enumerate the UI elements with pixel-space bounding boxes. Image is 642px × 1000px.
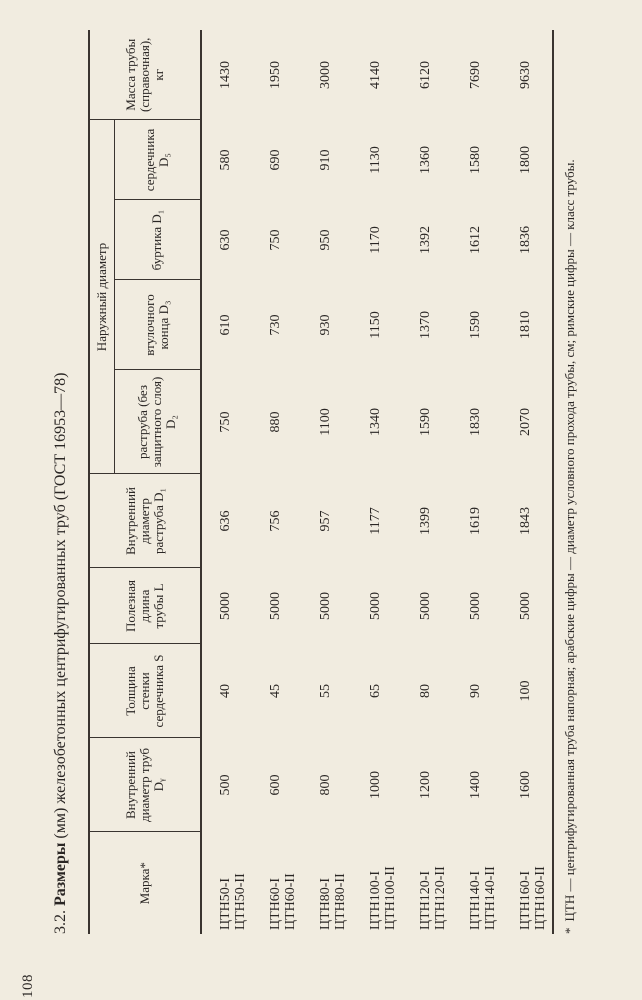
cell-mass: 1430 bbox=[217, 61, 233, 89]
cell-s: 90 bbox=[467, 684, 483, 698]
cell-d2: 880 bbox=[267, 411, 283, 433]
table-row bbox=[352, 30, 402, 934]
cell-d2: 2070 bbox=[502, 370, 553, 474]
header-s: Толщина стенки сердечника S bbox=[89, 644, 201, 738]
cell-dy: 600 bbox=[267, 774, 283, 796]
cell-mass: 1950 bbox=[267, 61, 283, 89]
cell-d2: 1100 bbox=[317, 408, 333, 436]
header-dd1: буртика D₁ bbox=[115, 200, 201, 280]
cell-dd1: 950 bbox=[317, 229, 333, 251]
cell-mark bbox=[201, 832, 252, 934]
cell-d5: 1130 bbox=[367, 146, 383, 174]
cell-d5: 580 bbox=[217, 149, 233, 171]
table-row bbox=[252, 30, 302, 934]
cell-s: 80 bbox=[417, 684, 433, 698]
cell-dy: 500 bbox=[217, 774, 233, 796]
cell-d5: 1800 bbox=[502, 120, 553, 200]
cell-dd1: 1170 bbox=[367, 226, 383, 254]
cell-l: 5000 bbox=[367, 592, 383, 620]
cell-d1: 1619 bbox=[467, 507, 483, 535]
table-row bbox=[402, 30, 452, 934]
cell-d3: 610 bbox=[217, 314, 233, 336]
header-d1-inner: Внутренний диаметр раструба D₁ bbox=[89, 474, 201, 568]
cell-dd1: 630 bbox=[217, 229, 233, 251]
footnote-star: * bbox=[562, 927, 577, 934]
cell-mass: 3000 bbox=[317, 61, 333, 89]
table-row bbox=[302, 30, 352, 934]
cell-l: 5000 bbox=[502, 568, 553, 644]
pipe-dimensions-table bbox=[88, 30, 554, 934]
cell-mark bbox=[352, 832, 402, 934]
cell-d3: 1810 bbox=[502, 280, 553, 370]
cell-mass: 6120 bbox=[417, 61, 433, 89]
cell-d2: 1590 bbox=[417, 408, 433, 436]
title-bold: Размеры bbox=[52, 842, 69, 906]
mark-line: ЦТН80-II bbox=[332, 873, 348, 930]
mark-line: ЦТН100-II bbox=[382, 866, 398, 930]
cell-d1: 1843 bbox=[502, 474, 553, 568]
cell-dy: 1400 bbox=[467, 771, 483, 799]
cell-dd1: 1392 bbox=[417, 226, 433, 254]
cell-mass: 7690 bbox=[467, 61, 483, 89]
cell-d1: 756 bbox=[267, 510, 283, 532]
cell-dd1: 1612 bbox=[467, 226, 483, 254]
mark-line: ЦТН120-II bbox=[432, 866, 448, 930]
cell-l: 5000 bbox=[417, 592, 433, 620]
table-body bbox=[201, 30, 553, 934]
footnote-text: ЦТН — центрифугированная труба напорная; арабские цифры — диаметр условного прохода трубы, см; римские цифры — класс трубы. bbox=[562, 159, 577, 922]
mark-line: ЦТН50-I bbox=[217, 877, 233, 930]
mark-line: ЦТН100-I bbox=[367, 870, 383, 930]
mark-line: ЦТН80-I bbox=[317, 877, 333, 930]
cell-d1: 1399 bbox=[417, 507, 433, 535]
header-d3: втулочного конца D₃ bbox=[115, 280, 201, 370]
cell-d2: 1830 bbox=[467, 408, 483, 436]
cell-d1: 957 bbox=[317, 510, 333, 532]
cell-mark bbox=[252, 832, 302, 934]
title-number: 3.2. bbox=[52, 910, 69, 934]
cell-mass: 4140 bbox=[367, 61, 383, 89]
cell-d3: 1370 bbox=[417, 311, 433, 339]
cell-mark bbox=[402, 832, 452, 934]
header-mark: Марка* bbox=[89, 832, 201, 934]
title-rest: (мм) железобетонных центрифугированных труб (ГОСТ 16953—78) bbox=[52, 372, 69, 839]
header-dy: Внутренний диаметр труб Dᵧ bbox=[89, 738, 201, 832]
cell-d2: 1340 bbox=[367, 408, 383, 436]
cell-d5: 1360 bbox=[417, 146, 433, 174]
header-outer-diameter: Наружный диаметр bbox=[89, 120, 115, 474]
cell-s: 65 bbox=[367, 684, 383, 698]
mark-line: ЦТН50-II bbox=[232, 873, 248, 930]
cell-s: 55 bbox=[317, 684, 333, 698]
table-row bbox=[201, 30, 252, 934]
mark-line: ЦТН60-II bbox=[282, 873, 298, 930]
cell-d3: 1590 bbox=[467, 311, 483, 339]
mark-line: ЦТН60-I bbox=[267, 877, 283, 930]
cell-dy: 800 bbox=[317, 774, 333, 796]
cell-dy: 1000 bbox=[367, 771, 383, 799]
cell-dd1: 750 bbox=[267, 229, 283, 251]
header-d2: раструба (без защитного слоя) D₂ bbox=[115, 370, 201, 474]
cell-mark bbox=[302, 832, 352, 934]
cell-d3: 930 bbox=[317, 314, 333, 336]
cell-d5: 910 bbox=[317, 149, 333, 171]
cell-l: 5000 bbox=[267, 592, 283, 620]
mark-line: ЦТН120-I bbox=[417, 870, 433, 930]
mark-line: ЦТН160-I bbox=[517, 870, 533, 930]
cell-s: 100 bbox=[502, 644, 553, 738]
footnote bbox=[563, 30, 577, 934]
cell-l: 5000 bbox=[317, 592, 333, 620]
cell-d3: 730 bbox=[267, 314, 283, 336]
table-row bbox=[502, 30, 553, 934]
cell-l: 5000 bbox=[217, 592, 233, 620]
cell-d5: 1580 bbox=[467, 146, 483, 174]
header-l: Полезная длина трубы L bbox=[89, 568, 201, 644]
table-row bbox=[452, 30, 502, 934]
header-d5: сердечника D₅ bbox=[115, 120, 201, 200]
cell-dd1: 1836 bbox=[502, 200, 553, 280]
cell-dy: 1200 bbox=[417, 771, 433, 799]
cell-s: 40 bbox=[217, 684, 233, 698]
mark-line: ЦТН140-II bbox=[482, 866, 498, 930]
cell-dy: 1600 bbox=[502, 738, 553, 832]
cell-s: 45 bbox=[267, 684, 283, 698]
cell-d5: 690 bbox=[267, 149, 283, 171]
cell-d3: 1150 bbox=[367, 311, 383, 339]
cell-d2: 750 bbox=[217, 411, 233, 433]
cell-mass: 9630 bbox=[502, 30, 553, 120]
page-number: 108 bbox=[20, 974, 36, 998]
cell-d1: 1177 bbox=[367, 507, 383, 535]
table-title bbox=[52, 373, 70, 934]
header-mass: Масса трубы (справочная), кг bbox=[89, 30, 201, 120]
mark-line: ЦТН160-II bbox=[532, 866, 548, 930]
mark-line: ЦТН140-I bbox=[467, 870, 483, 930]
cell-d1: 636 bbox=[217, 510, 233, 532]
cell-l: 5000 bbox=[467, 592, 483, 620]
cell-mark bbox=[452, 832, 502, 934]
cell-mark bbox=[502, 832, 553, 934]
